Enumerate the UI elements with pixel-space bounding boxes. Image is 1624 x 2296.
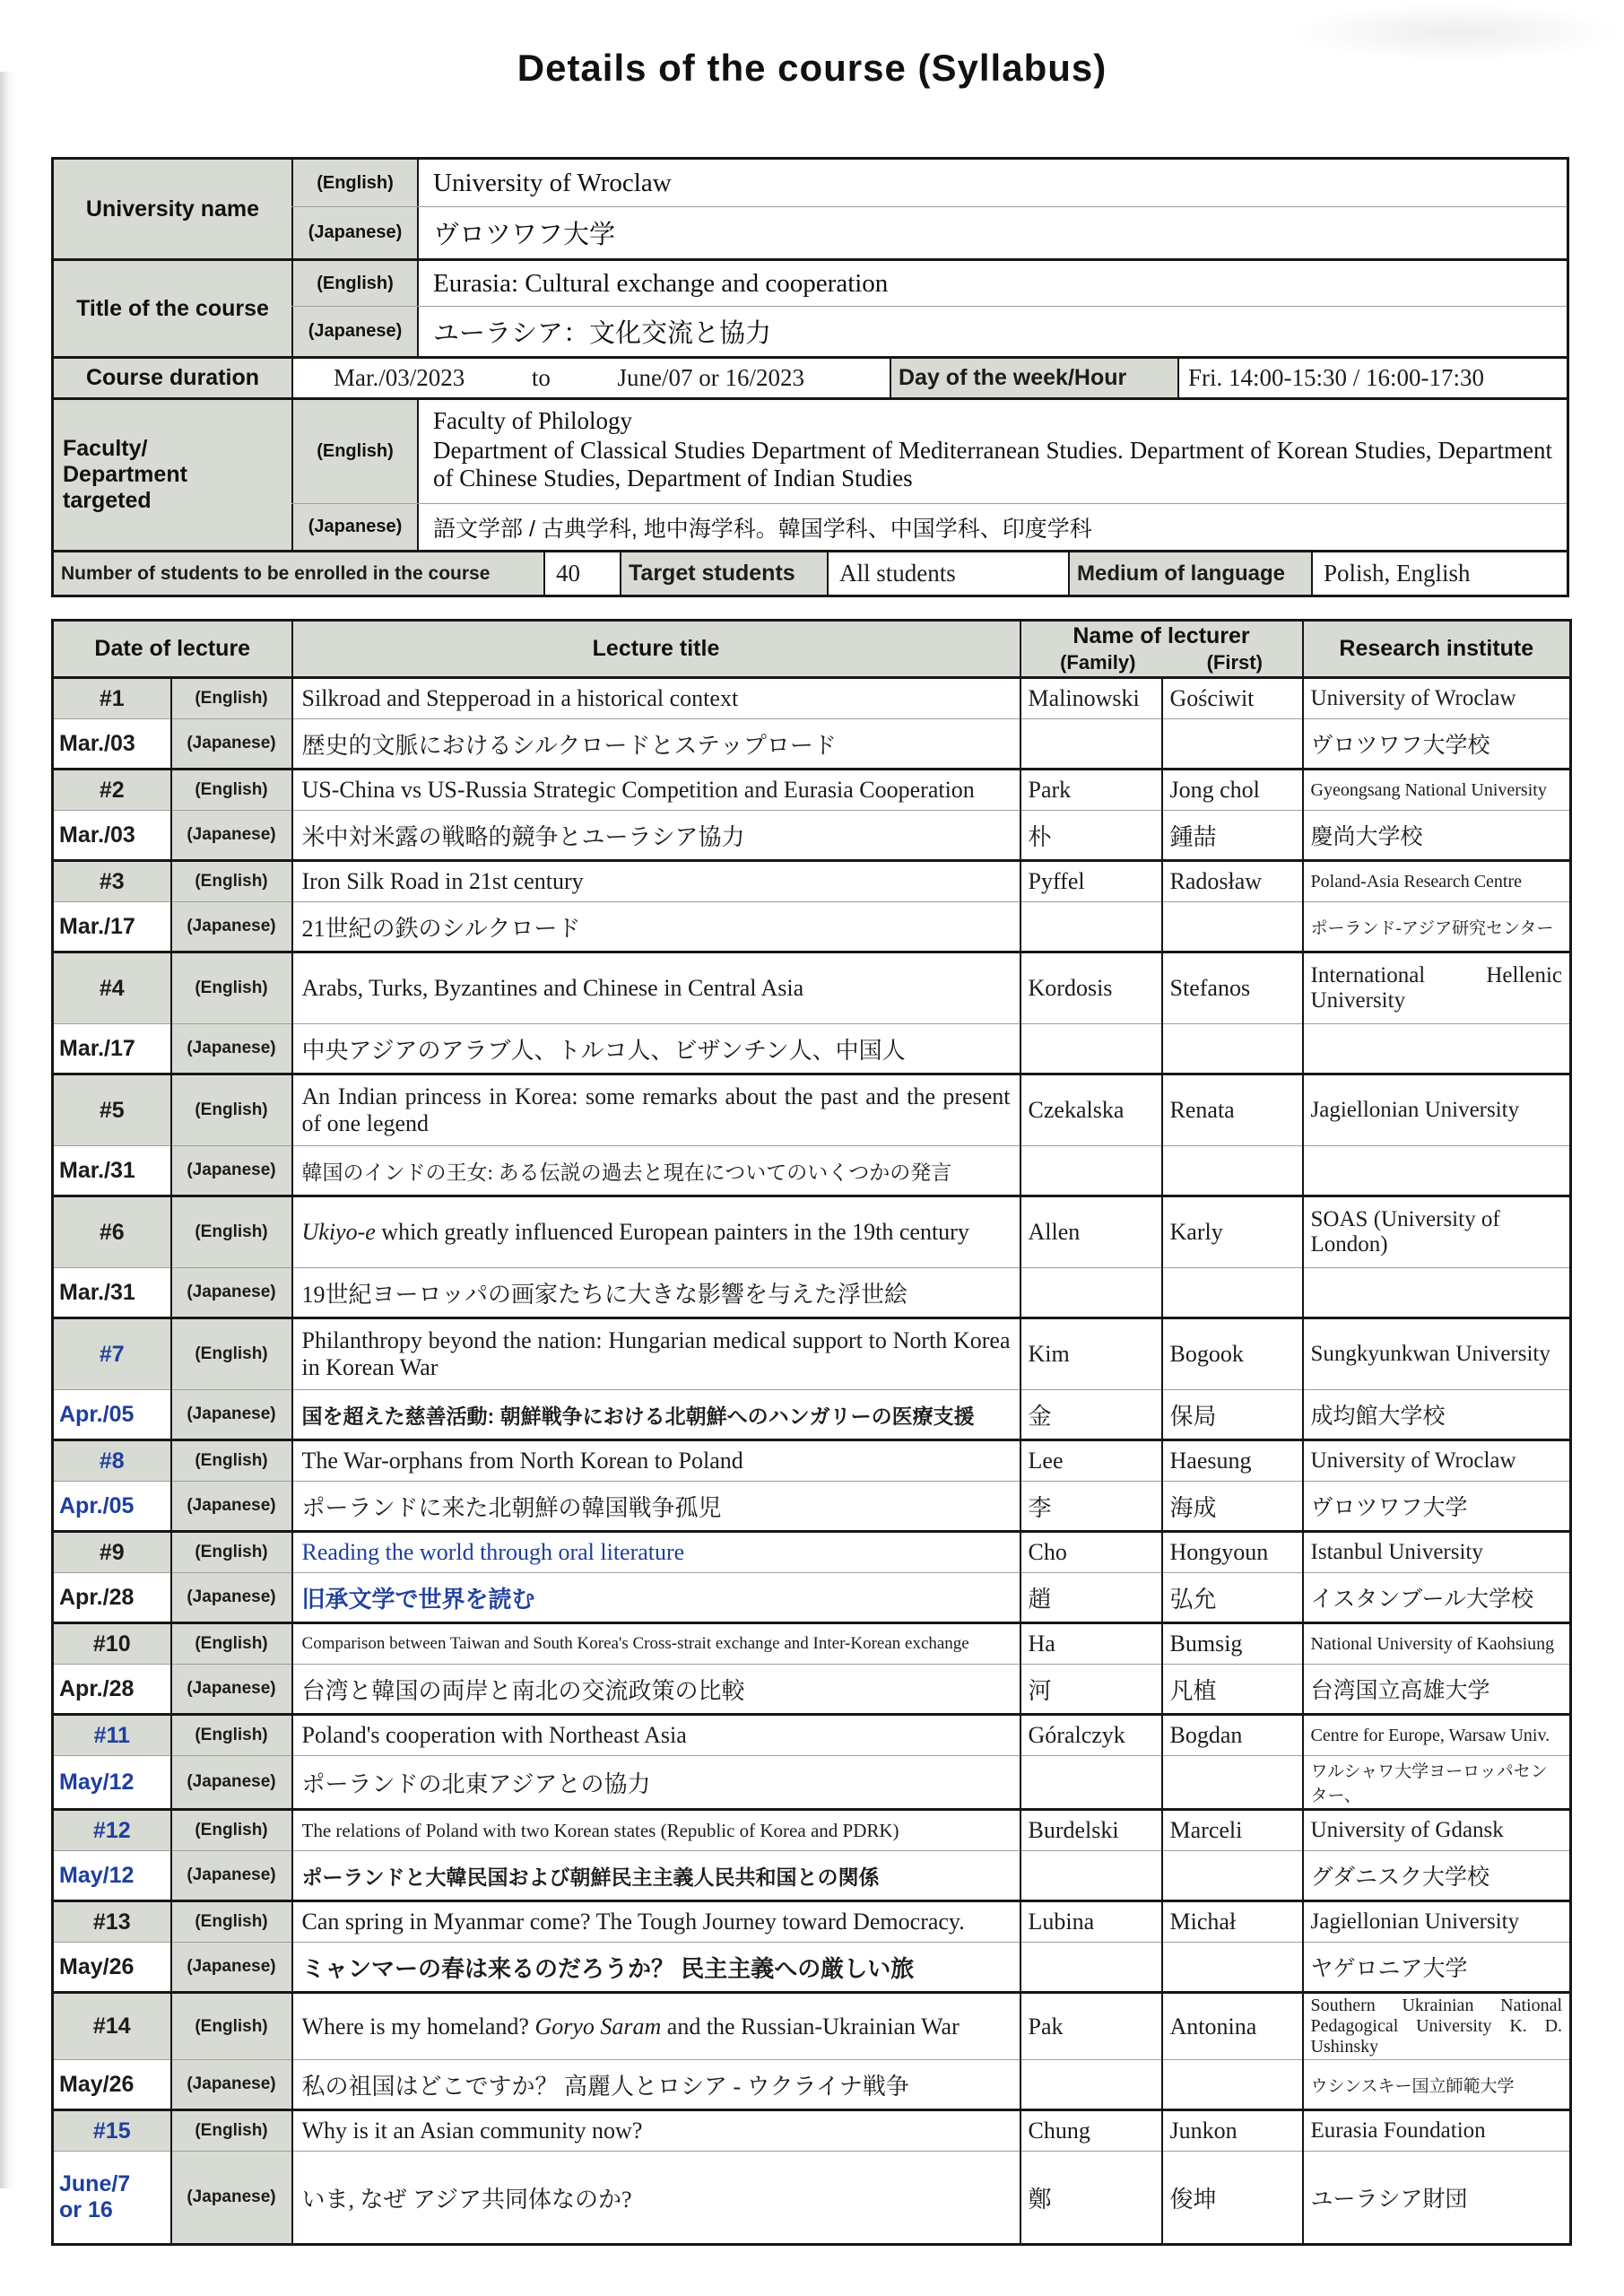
research-institute-english: University of Gdansk [1303, 1810, 1571, 1851]
lecture-title-english: Arabs, Turks, Byzantines and Chinese in Central Asia [292, 952, 1020, 1024]
lecture-row-japanese [53, 719, 1571, 770]
research-institute-japanese: 台湾国立高雄大学 [1303, 1665, 1571, 1715]
lecture-title-japanese: 21世紀の鉄のシルクロード [292, 902, 1020, 952]
lecturer-family-english: Góralczyk [1020, 1715, 1162, 1756]
research-institute-english: Sungkyunkwan University [1303, 1318, 1571, 1390]
lecture-title-japanese: 台湾と韓国の両岸と南北の交流政策の比較 [292, 1665, 1020, 1715]
research-institute-japanese: ヤゲロニア大学 [1303, 1943, 1571, 1993]
lecturer-first-japanese: 凡植 [1162, 1665, 1303, 1715]
lecture-title-english: An Indian princess in Korea: some remarks about the past and the present of one legend [292, 1074, 1020, 1146]
lecturer-first-japanese: 海成 [1162, 1482, 1303, 1532]
lecture-row-english [53, 678, 1571, 719]
lecture-date: Mar./03 [53, 811, 171, 861]
english-label: (English) [171, 1532, 292, 1573]
lecturer-first-english: Stefanos [1162, 952, 1303, 1024]
lecture-title-english: The relations of Poland with two Korean states (Republic of Korea and PDRK) [292, 1810, 1020, 1851]
japanese-label: (Japanese) [291, 307, 417, 356]
research-institute-english: SOAS (University of London) [1303, 1196, 1571, 1268]
lecturer-first-japanese: 保局 [1162, 1390, 1303, 1440]
lecture-number: #5 [53, 1074, 171, 1146]
research-institute-japanese: グダニスク大学校 [1303, 1851, 1571, 1901]
lecture-number: #10 [53, 1623, 171, 1665]
research-institute-japanese: ヴロツワフ大学 [1303, 1482, 1571, 1532]
english-label: (English) [171, 1623, 292, 1665]
day-of-week-label: Day of the week/Hour [890, 359, 1177, 397]
lecturer-first-english: Jong chol [1162, 770, 1303, 811]
research-institute-english: Poland-Asia Research Centre [1303, 861, 1571, 902]
lecturer-first-english: Antonina [1162, 1993, 1303, 2060]
lecturer-first-english: Karly [1162, 1196, 1303, 1268]
lecture-title-english: Iron Silk Road in 21st century [292, 861, 1020, 902]
lecturer-first-english: Bumsig [1162, 1623, 1303, 1665]
lecturer-family-japanese: 河 [1020, 1665, 1162, 1715]
japanese-label: (Japanese) [171, 1851, 292, 1901]
lecture-date: Mar./03 [53, 719, 171, 770]
lecturer-first-japanese [1162, 1943, 1303, 1993]
lecture-date: May/12 [53, 1756, 171, 1810]
lecturer-family-english: Malinowski [1020, 678, 1162, 719]
lecturer-first-english: Gościwit [1162, 678, 1303, 719]
lecture-date: Mar./31 [53, 1268, 171, 1318]
research-institute-japanese: ウシンスキー国立師範大学 [1303, 2060, 1571, 2110]
lecture-title-japanese: 19世紀ヨーロッパの画家たちに大きな影響を与えた浮世絵 [292, 1268, 1020, 1318]
university-section [54, 160, 1567, 258]
lecture-number: #14 [53, 1993, 171, 2060]
lecture-title-english: The War-orphans from North Korean to Poland [292, 1440, 1020, 1482]
lecture-row-japanese [53, 1851, 1571, 1901]
target-students-label: Target students [620, 552, 827, 595]
research-institute-japanese: 慶尚大学校 [1303, 811, 1571, 861]
lecturer-family-english: Kim [1020, 1318, 1162, 1390]
lecture-row-english [53, 1532, 1571, 1573]
lecturer-family-english: Kordosis [1020, 952, 1162, 1024]
lecture-row-japanese [53, 1146, 1571, 1196]
lecturer-family-english: Lee [1020, 1440, 1162, 1482]
lecture-title-english: Poland's cooperation with Northeast Asia [292, 1715, 1020, 1756]
lecture-number: #15 [53, 2110, 171, 2152]
lecture-row-japanese [53, 1943, 1571, 1993]
lecture-row-english [53, 1623, 1571, 1665]
lecturer-family-english: Cho [1020, 1532, 1162, 1573]
english-label: (English) [171, 861, 292, 902]
lecturer-family-japanese [1020, 719, 1162, 770]
research-institute-japanese: 成均館大学校 [1303, 1390, 1571, 1440]
japanese-label: (Japanese) [171, 1482, 292, 1532]
english-label: (English) [291, 160, 417, 206]
japanese-label: (Japanese) [291, 504, 417, 550]
lecture-title-english: Silkroad and Stepperoad in a historical context [292, 678, 1020, 719]
english-label: (English) [171, 1715, 292, 1756]
course-duration-value [291, 359, 890, 397]
lecture-number: #1 [53, 678, 171, 719]
japanese-label: (Japanese) [171, 719, 292, 770]
lecturer-family-english: Pak [1020, 1993, 1162, 2060]
lecture-title-japanese: 米中対米露の戦略的競争とユーラシア協力 [292, 811, 1020, 861]
research-institute-japanese [1303, 1024, 1571, 1074]
duration-to: to [531, 364, 551, 391]
lecturer-family-english: Lubina [1020, 1901, 1162, 1943]
japanese-label: (Japanese) [171, 1665, 292, 1715]
japanese-label: (Japanese) [171, 1024, 292, 1074]
lecture-date: Apr./05 [53, 1482, 171, 1532]
lecture-row-english [53, 1715, 1571, 1756]
course-duration-section [54, 356, 1567, 397]
faculty-english-line2: Department of Classical Studies Department of Mediterranean Studies. Department of Korean Studies, Department of Chinese Studies, Department of Indian Studies [433, 437, 1552, 491]
enrollment-value: 40 [543, 552, 620, 595]
lecture-row-english [53, 1074, 1571, 1146]
lecture-number: #2 [53, 770, 171, 811]
lecture-row-japanese [53, 1482, 1571, 1532]
lecturer-first-english: Junkon [1162, 2110, 1303, 2152]
lecturer-first-japanese: 鍾喆 [1162, 811, 1303, 861]
lecture-row-english [53, 1810, 1571, 1851]
family-subheader: (Family) [1060, 651, 1136, 674]
japanese-label: (Japanese) [171, 902, 292, 952]
lecture-row-english [53, 1993, 1571, 2060]
course-title-section [54, 258, 1567, 356]
lecture-number: #12 [53, 1810, 171, 1851]
research-institute-japanese: ポーランド-アジア研究センター [1303, 902, 1571, 952]
lecture-row-japanese [53, 1024, 1571, 1074]
lecture-row-english [53, 952, 1571, 1024]
lecturer-first-japanese [1162, 1756, 1303, 1810]
english-label: (English) [171, 1440, 292, 1482]
faculty-japanese: 語文学部 / 古典学科, 地中海学科。韓国学科、中国学科、印度学科 [417, 504, 1567, 550]
lecturer-family-english: Ha [1020, 1623, 1162, 1665]
lecturer-family-english: Czekalska [1020, 1074, 1162, 1146]
lecture-row-japanese [53, 2060, 1571, 2110]
lecture-date: Mar./17 [53, 902, 171, 952]
research-institute-english: Jagiellonian University [1303, 1901, 1571, 1943]
english-label: (English) [171, 1318, 292, 1390]
english-label: (English) [171, 1074, 292, 1146]
lecture-number: #11 [53, 1715, 171, 1756]
japanese-label: (Japanese) [171, 1573, 292, 1623]
lecturer-family-japanese [1020, 1756, 1162, 1810]
research-institute-english: Jagiellonian University [1303, 1074, 1571, 1146]
english-label: (English) [171, 2110, 292, 2152]
research-institute-japanese: イスタンブール大学校 [1303, 1573, 1571, 1623]
research-institute-header: Research institute [1303, 621, 1571, 678]
lecturer-family-japanese [1020, 1851, 1162, 1901]
research-institute-english: Istanbul University [1303, 1532, 1571, 1573]
lecture-number: #7 [53, 1318, 171, 1390]
lecture-number: #6 [53, 1196, 171, 1268]
course-info-table [51, 157, 1569, 597]
lecturer-family-english: Burdelski [1020, 1810, 1162, 1851]
faculty-english [417, 400, 1567, 503]
lecture-title-english: Why is it an Asian community now? [292, 2110, 1020, 2152]
page-title: Details of the course (Syllabus) [517, 47, 1107, 89]
lecture-table [51, 619, 1572, 2246]
lecturer-family-japanese [1020, 1268, 1162, 1318]
lecture-row-japanese [53, 1390, 1571, 1440]
research-institute-japanese: ワルシャワ大学ヨーロッパセンター、 [1303, 1756, 1571, 1810]
lecture-date: May/12 [53, 1851, 171, 1901]
lecture-date: Apr./28 [53, 1573, 171, 1623]
lecture-title-english: Ukiyo-e which greatly influenced European painters in the 19th century [292, 1196, 1020, 1268]
name-of-lecturer-header: Name of lecturer (Family) (First) [1020, 621, 1303, 678]
lecturer-family-japanese [1020, 1943, 1162, 1993]
lecturer-family-japanese [1020, 902, 1162, 952]
english-label: (English) [291, 400, 417, 503]
lecture-title-japanese: 国を超えた慈善活動: 朝鮮戦争における北朝鮮へのハンガリーの医療支援 [292, 1390, 1020, 1440]
lecture-row-english [53, 861, 1571, 902]
date-of-lecture-header: Date of lecture [53, 621, 292, 678]
lecture-date: May/26 [53, 1943, 171, 1993]
lecturer-first-english: Renata [1162, 1074, 1303, 1146]
target-students-value: All students [827, 552, 1068, 595]
research-institute-english: Eurasia Foundation [1303, 2110, 1571, 2152]
university-name-label: University name [54, 160, 291, 258]
japanese-label: (Japanese) [171, 811, 292, 861]
research-institute-english: International Hellenic University [1303, 952, 1571, 1024]
lecture-row-english [53, 2110, 1571, 2152]
lecture-title-english: Philanthropy beyond the nation: Hungarian medical support to North Korea in Korean War [292, 1318, 1020, 1390]
first-subheader: (First) [1206, 651, 1263, 674]
lecture-number: #9 [53, 1532, 171, 1573]
lecture-row-english [53, 1318, 1571, 1390]
research-institute-english: Gyeongsang National University [1303, 770, 1571, 811]
english-label: (English) [291, 261, 417, 306]
lecturer-first-english: Haesung [1162, 1440, 1303, 1482]
research-institute-english: University of Wroclaw [1303, 1440, 1571, 1482]
lecture-title-english: US-China vs US-Russia Strategic Competition and Eurasia Cooperation [292, 770, 1020, 811]
research-institute-english: National University of Kaohsiung [1303, 1623, 1571, 1665]
lecturer-first-japanese: 弘允 [1162, 1573, 1303, 1623]
research-institute-english: Centre for Europe, Warsaw Univ. [1303, 1715, 1571, 1756]
enrollment-label: Number of students to be enrolled in the course [54, 552, 543, 595]
lecturer-family-japanese [1020, 1024, 1162, 1074]
lecture-table-header-row [53, 621, 1571, 678]
lecture-row-japanese [53, 2152, 1571, 2245]
scan-edge-artifact [0, 72, 16, 2188]
lecture-date: Mar./31 [53, 1146, 171, 1196]
lecturer-family-japanese [1020, 2060, 1162, 2110]
lecturer-family-japanese: 朴 [1020, 811, 1162, 861]
lecturer-family-japanese: 鄭 [1020, 2152, 1162, 2245]
course-title-label: Title of the course [54, 261, 291, 356]
lecturer-family-english: Allen [1020, 1196, 1162, 1268]
japanese-label: (Japanese) [171, 2060, 292, 2110]
lecture-title-header: Lecture title [292, 621, 1020, 678]
english-label: (English) [171, 1901, 292, 1943]
research-institute-japanese [1303, 1268, 1571, 1318]
lecture-row-japanese [53, 1756, 1571, 1810]
lecture-title-japanese: ミャンマーの春は来るのだろうか？ 民主主義への厳しい旅 [292, 1943, 1020, 1993]
course-duration-label: Course duration [54, 359, 291, 397]
lecturer-first-english: Bogdan [1162, 1715, 1303, 1756]
lecture-title-japanese: ポーランドと大韓民国および朝鮮民主主義人民共和国との関係 [292, 1851, 1020, 1901]
lecture-title-japanese: 中央アジアのアラブ人、トルコ人、ビザンチン人、中国人 [292, 1024, 1020, 1074]
japanese-label: (Japanese) [171, 1756, 292, 1810]
research-institute-japanese: ヴロツワフ大学校 [1303, 719, 1571, 770]
lecturer-first-english: Hongyoun [1162, 1532, 1303, 1573]
duration-end: June/07 or 16/2023 [617, 364, 804, 391]
medium-of-language-value: Polish, English [1311, 552, 1567, 595]
english-label: (English) [171, 678, 292, 719]
lecturer-first-japanese [1162, 2060, 1303, 2110]
lecturer-first-japanese [1162, 1851, 1303, 1901]
lecturer-family-japanese: 李 [1020, 1482, 1162, 1532]
university-name-english: University of Wroclaw [417, 160, 1567, 206]
enrollment-section [54, 550, 1567, 595]
lecturer-family-japanese: 趙 [1020, 1573, 1162, 1623]
lecturer-first-japanese [1162, 902, 1303, 952]
lecturer-first-english: Marceli [1162, 1810, 1303, 1851]
lecturer-first-english: Radosław [1162, 861, 1303, 902]
lecture-number: #13 [53, 1901, 171, 1943]
lecturer-first-japanese [1162, 1146, 1303, 1196]
lecture-date: June/7 or 16 [53, 2152, 171, 2245]
lecture-row-english [53, 1196, 1571, 1268]
research-institute-english: University of Wroclaw [1303, 678, 1571, 719]
faculty-english-line1: Faculty of Philology [433, 407, 632, 434]
japanese-label: (Japanese) [171, 1943, 292, 1993]
faculty-label: Faculty/ Department targeted [54, 400, 291, 550]
lecturer-family-english: Chung [1020, 2110, 1162, 2152]
english-label: (English) [171, 1810, 292, 1851]
research-institute-english: Southern Ukrainian National Pedagogical University K. D. Ushinsky [1303, 1993, 1571, 2060]
lecture-date: Mar./17 [53, 1024, 171, 1074]
lecture-row-japanese [53, 1665, 1571, 1715]
faculty-section [54, 397, 1567, 550]
lecturer-first-japanese [1162, 719, 1303, 770]
lecture-title-english: Reading the world through oral literature [292, 1532, 1020, 1573]
lecture-row-english [53, 1440, 1571, 1482]
lecture-title-japanese: ポーランドに来た北朝鮮の韓国戦争孤児 [292, 1482, 1020, 1532]
japanese-label: (Japanese) [171, 1390, 292, 1440]
lecture-row-english [53, 770, 1571, 811]
lecture-title-english: Comparison between Taiwan and South Korea's Cross-strait exchange and Inter-Korean exchange [292, 1623, 1020, 1665]
lecturer-family-english: Park [1020, 770, 1162, 811]
english-label: (English) [171, 952, 292, 1024]
lecture-row-japanese [53, 902, 1571, 952]
lecture-title-japanese: ポーランドの北東アジアとの協力 [292, 1756, 1020, 1810]
lecture-title-japanese: 私の祖国はどこですか？ 高麗人とロシア - ウクライナ戦争 [292, 2060, 1020, 2110]
lecture-date: May/26 [53, 2060, 171, 2110]
japanese-label: (Japanese) [171, 2152, 292, 2245]
lecturer-first-japanese: 俊坤 [1162, 2152, 1303, 2245]
lecturer-first-english: Michał [1162, 1901, 1303, 1943]
lecture-number: #8 [53, 1440, 171, 1482]
course-title-english: Eurasia: Cultural exchange and cooperation [417, 261, 1567, 306]
japanese-label: (Japanese) [171, 1146, 292, 1196]
lecturer-family-english: Pyffel [1020, 861, 1162, 902]
research-institute-japanese [1303, 1146, 1571, 1196]
japanese-label: (Japanese) [171, 1268, 292, 1318]
day-of-week-value: Fri. 14:00-15:30 / 16:00-17:30 [1177, 359, 1567, 397]
lecture-date: Apr./28 [53, 1665, 171, 1715]
english-label: (English) [171, 770, 292, 811]
lecture-row-japanese [53, 1573, 1571, 1623]
lecturer-family-japanese [1020, 1146, 1162, 1196]
lecture-title-japanese: 歴史的文脈におけるシルクロードとステップロード [292, 719, 1020, 770]
lecture-number: #4 [53, 952, 171, 1024]
lecture-row-japanese [53, 1268, 1571, 1318]
lecturer-first-japanese [1162, 1268, 1303, 1318]
lecture-title-english: Can spring in Myanmar come? The Tough Journey toward Democracy. [292, 1901, 1020, 1943]
lecture-title-english: Where is my homeland? Goryo Saram and the Russian-Ukrainian War [292, 1993, 1020, 2060]
lecture-title-japanese: いま, なぜ アジア共同体なのか? [292, 2152, 1020, 2245]
duration-start: Mar./03/2023 [334, 364, 465, 391]
lecturer-first-english: Bogook [1162, 1318, 1303, 1390]
english-label: (English) [171, 1196, 292, 1268]
english-label: (English) [171, 1993, 292, 2060]
course-title-japanese: ユーラシア：文化交流と協力 [417, 307, 1567, 356]
university-name-japanese: ヴロツワフ大学 [417, 207, 1567, 258]
lecture-date: Apr./05 [53, 1390, 171, 1440]
japanese-label: (Japanese) [291, 207, 417, 258]
lecturer-family-japanese: 金 [1020, 1390, 1162, 1440]
lecturer-first-japanese [1162, 1024, 1303, 1074]
lecture-row-english [53, 1901, 1571, 1943]
medium-of-language-label: Medium of language [1068, 552, 1311, 595]
lecture-title-japanese: 旧承文学で世界を読む [292, 1573, 1020, 1623]
lecture-title-japanese: 韓国のインドの王女: ある伝説の過去と現在についてのいくつかの発言 [292, 1146, 1020, 1196]
research-institute-japanese: ユーラシア財団 [1303, 2152, 1571, 2245]
lecture-row-japanese [53, 811, 1571, 861]
lecture-number: #3 [53, 861, 171, 902]
